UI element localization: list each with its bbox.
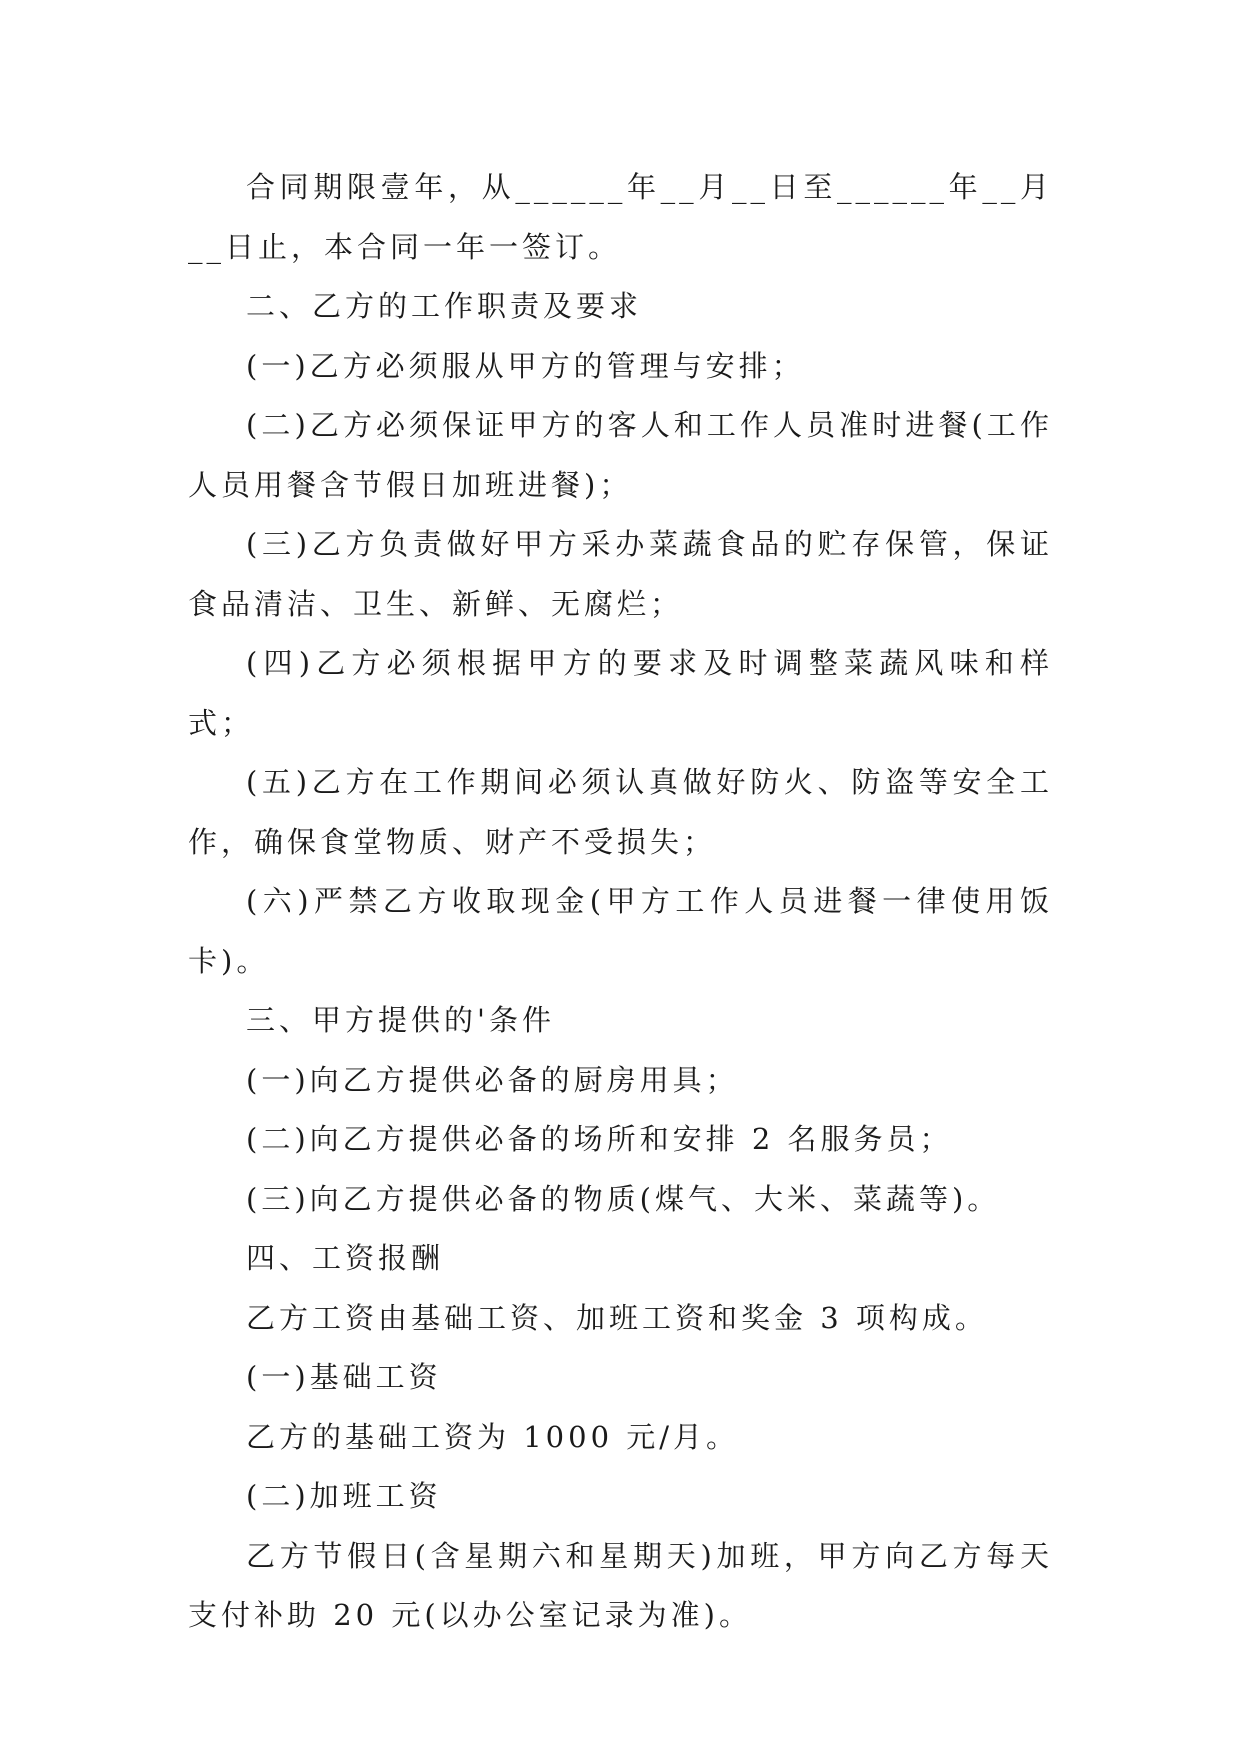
paragraph-contract-term: 合同期限壹年，从______年__月__日至______年__月__日止，本合同一年一签订。 (188, 170, 1053, 264)
paragraph-duty-5: (五)乙方在工作期间必须认真做好防火、防盗等安全工作，确保食堂物质、财产不受损失； (188, 765, 1053, 859)
paragraph-wage-composition: 乙方工资由基础工资、加班工资和奖金 3 项构成。 (246, 1300, 988, 1335)
paragraph-condition-2: (二)向乙方提供必备的场所和安排 2 名服务员； (246, 1122, 953, 1156)
section-heading-wages: 四、工资报酬 (246, 1241, 445, 1275)
paragraph-duty-3: (三)乙方负责做好甲方采办菜蔬食品的贮存保管，保证食品清洁、卫生、新鲜、无腐烂； (188, 527, 1053, 621)
document-body (188, 158, 1053, 1646)
paragraph-duty-2: (二)乙方必须保证甲方的客人和工作人员准时进餐(工作人员用餐含节假日加班进餐)； (188, 408, 1053, 502)
paragraph-condition-3: (三)向乙方提供必备的物质(煤气、大米、菜蔬等)。 (246, 1181, 1001, 1216)
subheading-overtime-wage: (二)加班工资 (246, 1479, 442, 1513)
paragraph-duty-4: (四)乙方必须根据甲方的要求及时调整菜蔬风味和样式； (188, 646, 1053, 740)
paragraph-condition-1: (一)向乙方提供必备的厨房用具； (246, 1062, 739, 1097)
paragraph-duty-6: (六)严禁乙方收取现金(甲方工作人员进餐一律使用饭卡)。 (188, 884, 1053, 978)
subheading-base-wage: (一)基础工资 (246, 1360, 442, 1394)
section-heading-conditions: 三、甲方提供的'条件 (246, 1003, 555, 1037)
paragraph-base-wage: 乙方的基础工资为 1000 元/月。 (246, 1419, 740, 1454)
paragraph-duty-1: (一)乙方必须服从甲方的管理与安排； (246, 348, 805, 383)
section-heading-duties: 二、乙方的工作职责及要求 (246, 289, 643, 323)
paragraph-overtime-wage: 乙方节假日(含星期六和星期天)加班，甲方向乙方每天支付补助 20 元(以办公室记录为准)。 (188, 1538, 1053, 1632)
